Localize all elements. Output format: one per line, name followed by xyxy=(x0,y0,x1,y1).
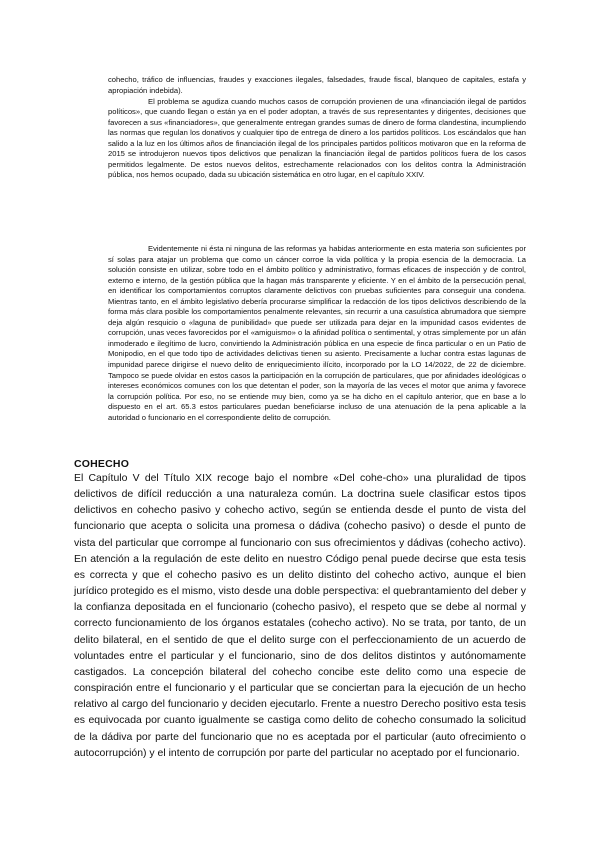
intro-paragraph-1 xyxy=(108,75,526,96)
section-heading: COHECHO xyxy=(74,458,130,470)
section-body-text: El Capítulo V del Título XIX recoge bajo el nombre «Del cohe-cho» una pluralidad de tipos delictivos de difícil reducción a una naturaleza común. La doctrina suele clasificar estos tipos delictivos en cohecho pasivo y cohecho activo, según se entienda desde el punto de vista del funcionario que acepta o solicita una promesa o dádiva (cohecho pasivo) o desde el punto de vista del particular que corrompe al funcionario con sus ofrecimientos y dádivas (cohecho activo). En atención a la regulación de este delito en nuestro Código penal puede decirse que esta tesis es correcta y que el cohecho pasivo es un delito distinto del cohecho activo, aunque el bien jurídico protegido es el mismo, visto desde una doble perspectiva: el quebrantamiento del deber y la confianza depositada en el funcionario (cohecho pasivo), el respeto que se debe al normal y correcto funcionamiento de los órganos estatales (cohecho activo). No se trata, por tanto, de un delito bilateral, en el sentido de que el delito surge con el perfeccionamiento de un acuerdo de voluntades entre el particular y el funcionario, sino de dos delitos distintos y autónomamente castigados. La concepción bilateral del cohecho concibe este delito como una especie de conspiración entre el funcionario y el particular que se conciertan para la ejecución de un hecho relativo al cargo del funcionario y deciden ejecutarlo. Frente a nuestro Derecho positivo esta tesis es equivocada por cuanto igualmente se castiga como delito de cohecho consumado la solicitud de la dádiva por parte del funcionario que no es aceptada por el particular (auto ofrecimiento o autocorrupción) y el intento de corrupción por parte del particular no aceptado por el funcionario. xyxy=(74,473,526,759)
intro-paragraph-3 xyxy=(108,244,526,423)
intro-text-3: Evidentemente ni ésta ni ninguna de las reformas ya habidas anteriormente en esta materia son suficientes por sí solas para atajar un problema que como un cáncer corroe la vida política y la propia esencia de la democracia. La solución consiste en utilizar, sobre todo en el ámbito político y administrativo, formas eficaces de inspección y de control, externo e interno, de la gestión pública que la hagan más transparente y eficiente. Y en el ámbito de la persecución penal, en identificar los comportamientos corruptos claramente delictivos con pruebas suficientes para conseguir una condena. Mientras tanto, en el ámbito legislativo debería procurarse simplificar la redacción de los tipos delictivos describiendo de la forma más clara posible los comportamientos penalmente relevantes, sin recurrir a una casuística abrumadora que siempre deja algún resquicio o «laguna de punibilidad» que puede ser utilizada para dejar en la impunidad casos evidentes de corrupción, unas veces favorecidos por el «amiguismo» o la afinidad política o sentimental, y otras simplemente por un afán inmoderado e ilegítimo de lucro, convirtiendo la Administración pública en una especie de finca particular o en un Patio de Monipodio, en el que todo tipo de actividades delictivas tienen su asiento. Precisamente a luchar contra estas lagunas de impunidad parece dirigirse el nuevo delito de enriquecimiento ilícito, incorporado por la LO 14/2022, de 22 de diciembre. Tampoco se puede olvidar en estos casos la participación en la corrupción de particulares, que por afinidades ideológicas o intereses económicos comunes con los que detentan el poder, son la mayoría de las veces el motor que anima y favorece la corrupción política. Por eso, no se entiende muy bien, como ya se ha dicho en el capítulo anterior, que en base a lo dispuesto en el art. 65.3 estos particulares puedan beneficiarse incluso de una atenuación de la pena aplicable a la autoridad o funcionario en el correspondiente delito de corrupción. xyxy=(108,244,526,422)
intro-text-1: cohecho, tráfico de influencias, fraudes y exacciones ilegales, falsedades, fraude fiscal, blanqueo de capitales, estafa y apropiación indebida). xyxy=(108,75,526,95)
section-body xyxy=(74,471,526,762)
intro-paragraph-2 xyxy=(108,97,526,181)
intro-text-2: El problema se agudiza cuando muchos casos de corrupción provienen de una «financiación ilegal de partidos políticos», que cuando llegan o están ya en el poder adoptan, a través de sus representantes y dirigentes, decisiones que favorecen a sus «financiadores», que generalmente entregan grandes sumas de dinero de forma clandestina, incumpliendo las normas que regulan los donativos y cualquier tipo de entrega de dinero a los partidos políticos. Los escándalos que han salido a la luz en los últimos años de financiación ilegal de los principales partidos políticos motivaron que en la reforma de 2015 se introdujeron nuevos tipos delictivos que penalizan la financiación ilegal de partidos políticos fuera de los casos permitidos legalmente. De estos nuevos delitos, estrechamente relacionados con los delitos contra la Administración pública, nos hemos ocupado, dada su ubicación sistemática en otro lugar, en el capítulo XXIV. xyxy=(108,96,526,180)
